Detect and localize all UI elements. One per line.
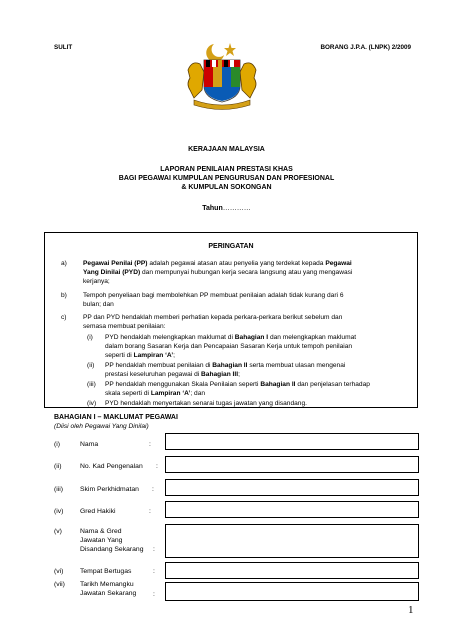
field-label-name: Nama bbox=[80, 441, 99, 448]
sub-i-line3: seperti di Lampiran ‘A’; bbox=[105, 352, 176, 359]
sub-ii-label: (ii) bbox=[87, 362, 95, 369]
field-num-vii: (vii) bbox=[54, 581, 65, 588]
field-label-grade: Gred Hakiki bbox=[80, 508, 116, 515]
field-label-position-1: Nama & Gred bbox=[80, 528, 122, 535]
acting-date-input[interactable] bbox=[165, 582, 419, 601]
warning-c-label: c) bbox=[61, 314, 67, 321]
title-government: KERAJAAN MALAYSIA bbox=[188, 146, 265, 153]
sub-ii-line2: prestasi keseluruhan pegawai di Bahagian III; bbox=[105, 371, 240, 378]
header-left-classification: SULIT bbox=[54, 44, 73, 51]
name-input[interactable] bbox=[165, 433, 419, 450]
field-colon: : bbox=[152, 486, 154, 493]
field-label-acting-2: Jawatan Sekarang bbox=[80, 590, 137, 597]
sub-i-line2: dalam borang Sasaran Kerja dan Pencapaian Sasaran Kerja untuk tempoh penilaian bbox=[105, 343, 353, 350]
section-subtitle: (Diisi oleh Pegawai Yang Dinilai) bbox=[54, 423, 149, 430]
field-num-ii: (ii) bbox=[54, 463, 62, 470]
warning-b-line2: bulan; dan bbox=[83, 301, 114, 308]
field-colon: : bbox=[149, 441, 151, 448]
workplace-input[interactable] bbox=[165, 562, 419, 579]
field-colon: : bbox=[156, 463, 158, 470]
sub-i-line1: PYD hendaklah melengkapkan maklumat di Bahagian I dan melengkapkan maklumat bbox=[105, 334, 357, 341]
sub-iii-line1: PP hendaklah menggunakan Skala Penilaian seperti Bahagian II dan penjelasan terhadap bbox=[105, 381, 370, 388]
sub-iii-label: (iii) bbox=[87, 381, 96, 388]
header-right-form-code: BORANG J.P.A. (LNPK) 2/2009 bbox=[320, 44, 411, 51]
title-group-professional: BAGI PEGAWAI KUMPULAN PENGURUSAN DAN PROFESIONAL bbox=[118, 175, 335, 182]
warning-a-line3: kerjanya; bbox=[83, 278, 110, 285]
field-colon: : bbox=[149, 508, 151, 515]
field-label-acting-1: Tarikh Memangku bbox=[80, 581, 134, 588]
warning-b-label: b) bbox=[61, 292, 67, 299]
field-label-ic: No. Kad Pengenalan bbox=[80, 463, 143, 470]
field-colon: : bbox=[153, 546, 155, 553]
warning-box bbox=[44, 232, 418, 408]
field-colon: : bbox=[153, 591, 155, 598]
field-label-scheme: Skim Perkhidmatan bbox=[80, 486, 139, 493]
sub-i-label: (i) bbox=[87, 334, 93, 341]
warning-a-line2: Yang Dinilai (PYD) dan mempunyai hubungan kerja secara langsung atau yang mengawasi bbox=[83, 269, 353, 276]
title-report: LAPORAN PENILAIAN PRESTASI KHAS bbox=[160, 166, 293, 173]
section-title: BAHAGIAN I – MAKLUMAT PEGAWAI bbox=[54, 414, 178, 421]
warning-a-line1: Pegawai Penilai (PP) adalah pegawai atasan atau penyelia yang terdekat kepada Pegawai bbox=[83, 260, 352, 267]
field-num-iii: (iii) bbox=[54, 486, 64, 493]
field-label-position-2: Jawatan Yang bbox=[80, 537, 123, 544]
sub-iv-label: (iv) bbox=[87, 400, 97, 407]
year-blank[interactable]: ………… bbox=[222, 205, 251, 212]
sub-iii-line2: skala seperti di Lampiran ‘A’; dan bbox=[105, 390, 206, 397]
substantive-grade-input[interactable] bbox=[165, 501, 419, 518]
field-num-i: (i) bbox=[54, 441, 61, 448]
field-label-position-3: Disandang Sekarang bbox=[80, 546, 144, 553]
field-num-iv: (iv) bbox=[54, 508, 64, 515]
warning-c-line1: PP dan PYD hendaklah memberi perhatian kepada perkara-perkara berikut sebelum dan bbox=[83, 314, 343, 321]
warning-a-label: a) bbox=[61, 260, 67, 267]
ic-number-input[interactable] bbox=[165, 456, 419, 473]
field-colon: : bbox=[153, 568, 155, 575]
field-num-v: (v) bbox=[54, 528, 62, 535]
service-scheme-input[interactable] bbox=[165, 479, 419, 496]
current-position-input[interactable] bbox=[165, 524, 419, 558]
sub-iv-line1: PYD hendaklah menyertakan senarai tugas jawatan yang disandang. bbox=[105, 400, 307, 407]
year-line bbox=[0, 204, 453, 213]
warning-c-line2: semasa membuat penilaian: bbox=[83, 323, 166, 330]
title-group-support: & KUMPULAN SOKONGAN bbox=[181, 184, 272, 191]
year-label: Tahun bbox=[202, 205, 223, 212]
page-number: 1 bbox=[408, 604, 414, 616]
sub-ii-line1: PP hendaklah membuat penilaian di Bahagian II serta membuat ulasan mengenai bbox=[105, 362, 346, 369]
warning-heading: PERINGATAN bbox=[208, 243, 254, 250]
warning-b-line1: Tempoh penyeliaan bagi membolehkan PP membuat penilaian adalah tidak kurang dari 6 bbox=[83, 292, 344, 299]
field-label-workplace: Tempat Bertugas bbox=[80, 568, 132, 575]
malaysia-coat-of-arms-icon bbox=[184, 40, 260, 110]
field-num-vi: (vi) bbox=[54, 568, 64, 575]
